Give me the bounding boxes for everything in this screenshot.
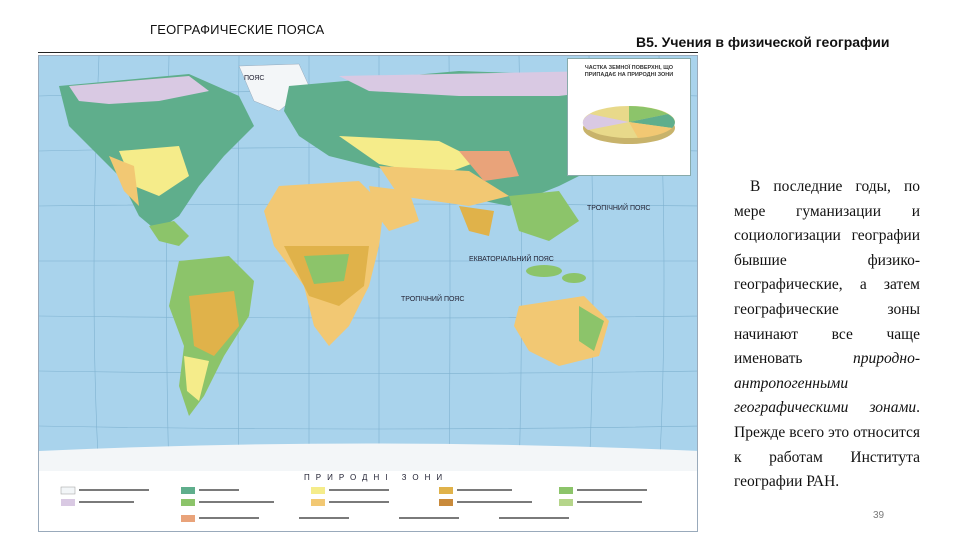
inset-pie-svg — [568, 78, 690, 158]
text-part-2: . Прежде всего это относится к работам Института географии РАН. — [734, 399, 920, 491]
belt-label: ТРОПІЧНИЙ ПОЯС — [587, 205, 651, 212]
text-part-1: В последние годы, по мере гуманизации и социологизации географии бывшие физико-географические, а затем географические зоны начинают все чаще именовать — [734, 178, 920, 368]
emphasized-term: природно-антропогенными географическими зонами — [734, 350, 920, 417]
world-natural-zones-map — [38, 55, 698, 532]
map-legend — [39, 471, 698, 532]
antarctica-ice — [39, 444, 698, 472]
belt-label: ПОЯС — [244, 75, 265, 82]
belt-label: ЕКВАТОРІАЛЬНИЙ ПОЯС — [469, 256, 554, 263]
paragraph-text — [734, 175, 920, 495]
page-title-left: ГЕОГРАФИЧЕСКИЕ ПОЯСА — [150, 22, 325, 37]
legend-title: ПРИРОДНІ ЗОНИ — [304, 473, 449, 482]
page-title-right: В5. Учения в физической географии — [636, 34, 890, 50]
indonesia-island — [562, 273, 586, 283]
belt-label: ТРОПІЧНИЙ ПОЯС — [401, 296, 465, 303]
page-number: 39 — [873, 510, 885, 521]
indonesia-island — [526, 265, 562, 277]
body-paragraph — [734, 175, 920, 495]
title-underline — [38, 52, 698, 53]
inset-title: ЧАСТКА ЗЕМНОЇ ПОВЕРХНІ, ЩО ПРИПАДАЄ НА ПРИРОДНІ ЗОНИ — [584, 65, 674, 78]
zone-share-inset — [567, 58, 691, 176]
